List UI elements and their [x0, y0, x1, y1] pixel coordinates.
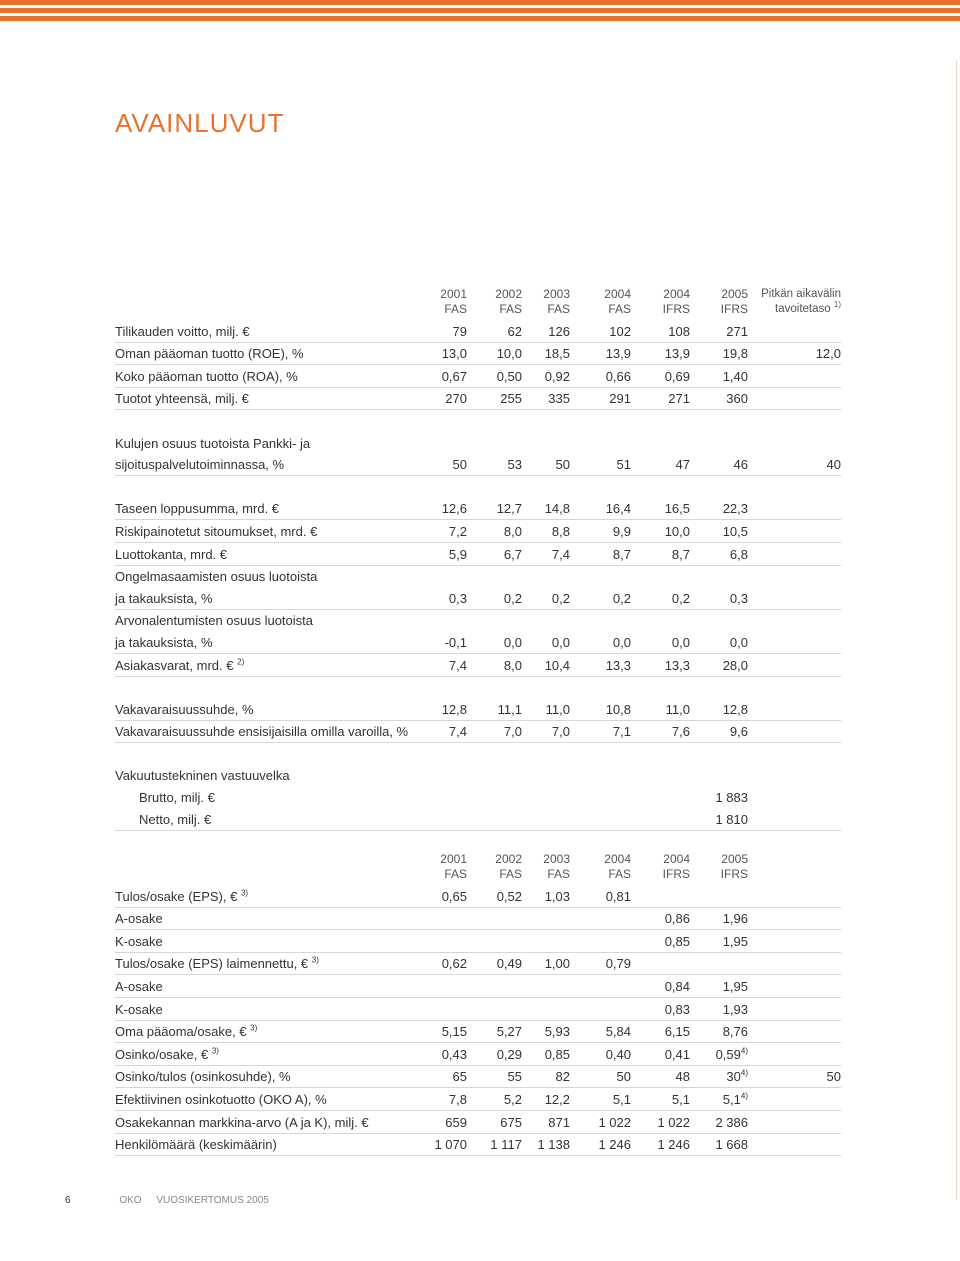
table-row: [115, 975, 841, 998]
cell-value: 10,8: [605, 701, 631, 717]
row-spacer: [115, 476, 841, 498]
cell-value: 0,43: [441, 1046, 467, 1062]
table-row: [115, 543, 841, 566]
cell-value: 1 117: [490, 1137, 522, 1153]
col-header: 2004 FAS: [604, 852, 631, 881]
row-label: Luottokanta, mrd. €: [115, 546, 228, 562]
cell-value: 55: [507, 1069, 522, 1085]
cell-value: 5,84: [605, 1024, 631, 1040]
cell-value: 8,8: [551, 523, 570, 539]
cell-value: 82: [555, 1069, 570, 1085]
cell-value: 0,92: [544, 368, 570, 384]
cell-value: 18,5: [544, 346, 570, 362]
cell-value: 10,0: [496, 346, 522, 362]
cell-value: 10,4: [544, 657, 570, 673]
cell-value: 14,8: [544, 501, 570, 517]
cell-value: 1,95: [722, 978, 748, 994]
cell-value: 659: [445, 1114, 467, 1130]
cell-value: 51: [616, 457, 631, 473]
table-row: [115, 432, 841, 454]
table-row: [115, 520, 841, 543]
row-label: Osinko/tulos (osinkosuhde), %: [115, 1069, 291, 1085]
row-label: sijoituspalvelutoiminnassa, %: [115, 457, 285, 473]
cell-value: 1,95: [722, 933, 748, 949]
row-label: Osakekannan markkina-arvo (A ja K), milj. €: [115, 1114, 369, 1130]
row-label: Efektiivinen osinkotuotto (OKO A), %: [115, 1091, 327, 1107]
cell-value: 8,76: [722, 1024, 748, 1040]
row-label: Riskipainotetut sitoumukset, mrd. €: [115, 523, 318, 539]
cell-value: 871: [548, 1114, 570, 1130]
table-row: [115, 1088, 841, 1111]
cell-value: 13,0: [441, 346, 467, 362]
cell-value: 7,0: [551, 724, 570, 740]
cell-value: 16,5: [664, 501, 690, 517]
cell-value: 291: [609, 391, 631, 407]
row-label: Brutto, milj. €: [139, 790, 215, 806]
cell-value: 7,8: [448, 1091, 467, 1107]
cell-value: 0,85: [544, 1046, 570, 1062]
cell-value: 271: [726, 323, 748, 339]
table-row: [115, 930, 841, 953]
cell-value: 0,65: [441, 888, 467, 904]
cell-value: 50: [826, 1069, 841, 1085]
row-label: Taseen loppusumma, mrd. €: [115, 501, 280, 517]
cell-value: 7,4: [448, 657, 467, 673]
cell-value: 0,49: [496, 956, 522, 972]
cell-value: 0,0: [729, 634, 748, 650]
cell-value: 360: [726, 391, 748, 407]
cell-value: 0,41: [664, 1046, 690, 1062]
cell-value: 11,1: [497, 701, 522, 717]
cell-value: 46: [733, 457, 748, 473]
cell-value: 8,7: [612, 546, 631, 562]
cell-value: 1 883: [715, 790, 748, 806]
cell-value: 0,69: [664, 368, 690, 384]
cell-value: 10,5: [722, 523, 748, 539]
footer-doc-title: VUOSIKERTOMUS 2005: [156, 1195, 269, 1206]
cell-value: 5,27: [496, 1024, 522, 1040]
cell-value: 0,79: [605, 956, 631, 972]
col-header: 2004 IFRS: [662, 852, 690, 881]
cell-value: 40: [826, 457, 841, 473]
row-label: Tulos/osake (EPS), € $^{3)}$: [115, 888, 249, 904]
cell-value: 50: [555, 457, 570, 473]
cell-value: 0,81: [605, 888, 631, 904]
table-row: [115, 1111, 841, 1134]
table1-header: [115, 287, 841, 323]
cell-value: 47: [675, 457, 690, 473]
cell-value: 1,03: [544, 888, 570, 904]
table-row: [115, 786, 841, 808]
cell-value: 7,4: [551, 546, 570, 562]
table-row: [115, 765, 841, 787]
target-header: Pitkän aikavälin tavoitetaso $^{1)}$: [761, 288, 841, 315]
table-row: [115, 454, 841, 477]
page-number: 6: [65, 1195, 71, 1206]
col-header: 2003 FAS: [543, 287, 570, 316]
cell-value: 1,00: [544, 956, 570, 972]
stripe: [0, 0, 960, 5]
cell-value: 65: [452, 1069, 467, 1085]
cell-value: 1 070: [434, 1137, 467, 1153]
cell-value: 335: [548, 391, 570, 407]
cell-value: 50: [452, 457, 467, 473]
cell-value: 2 386: [715, 1114, 748, 1130]
footer-brand: OKO: [119, 1195, 142, 1206]
cell-value: 0,0: [503, 634, 522, 650]
cell-value: 0,59$^{4)}$: [715, 1046, 748, 1062]
row-label: Vakavaraisuussuhde, %: [115, 701, 254, 717]
page-footer: [65, 1195, 269, 1206]
table-row: [115, 365, 841, 388]
cell-value: 0,2: [551, 590, 570, 606]
cell-value: 12,7: [496, 501, 522, 517]
table-row: [115, 498, 841, 521]
cell-value: 0,84: [664, 978, 690, 994]
row-label: Ongelmasaamisten osuus luotoista: [115, 569, 318, 585]
table-row: [115, 343, 841, 366]
row-label: Vakavaraisuussuhde ensisijaisilla omilla varoilla, %: [115, 724, 409, 740]
col-header: 2004 FAS: [604, 287, 631, 316]
cell-value: 13,3: [605, 657, 631, 673]
cell-value: 50: [616, 1069, 631, 1085]
cell-value: 255: [500, 391, 522, 407]
table-row: [115, 1043, 841, 1066]
row-label: Tulos/osake (EPS) laimennettu, € $^{3)}$: [115, 956, 319, 972]
row-label: K-osake: [115, 933, 163, 949]
cell-value: 28,0: [722, 657, 748, 673]
cell-value: 7,6: [671, 724, 690, 740]
cell-value: 5,15: [441, 1024, 467, 1040]
stripe: [0, 8, 960, 13]
cell-value: 13,9: [605, 346, 631, 362]
cell-value: 5,1$^{4)}$: [722, 1091, 748, 1107]
cell-value: 1 246: [657, 1137, 690, 1153]
cell-value: 11,0: [545, 701, 570, 717]
table-row: [115, 388, 841, 411]
cell-value: 1 668: [715, 1137, 748, 1153]
cell-value: 9,9: [612, 523, 631, 539]
cell-value: 6,8: [729, 546, 748, 562]
row-label: Henkilömäärä (keskimäärin): [115, 1137, 277, 1153]
cell-value: 0,0: [671, 634, 690, 650]
cell-value: 7,2: [448, 523, 467, 539]
cell-value: 0,29: [496, 1046, 522, 1062]
cell-value: 0,85: [664, 933, 690, 949]
row-label: ja takauksista, %: [115, 590, 213, 606]
cell-value: 1,40: [722, 368, 748, 384]
table-row: [115, 808, 841, 831]
cell-value: 5,9: [448, 546, 467, 562]
cell-value: 12,2: [544, 1091, 570, 1107]
cell-value: 7,1: [612, 724, 631, 740]
table2-header: [115, 852, 841, 888]
table-row: [115, 698, 841, 721]
cell-value: 0,0: [551, 634, 570, 650]
cell-value: 62: [507, 323, 522, 339]
cell-value: 11,0: [665, 701, 690, 717]
row-label: Netto, milj. €: [139, 811, 212, 827]
row-label: A-osake: [115, 978, 163, 994]
cell-value: 0,2: [612, 590, 631, 606]
row-label: A-osake: [115, 911, 163, 927]
cell-value: 12,8: [441, 701, 467, 717]
cell-value: 12,6: [441, 501, 467, 517]
cell-value: 0,67: [441, 368, 467, 384]
cell-value: 53: [507, 457, 522, 473]
cell-value: 6,7: [503, 546, 522, 562]
cell-value: 0,52: [496, 888, 522, 904]
stripe: [0, 16, 960, 21]
cell-value: 1 138: [537, 1137, 570, 1153]
cell-value: 10,0: [664, 523, 690, 539]
cell-value: 0,0: [612, 634, 631, 650]
cell-value: 0,3: [729, 590, 748, 606]
cell-value: 6,15: [664, 1024, 690, 1040]
table-row: [115, 320, 841, 343]
cell-value: 675: [500, 1114, 522, 1130]
row-label: Tuotot yhteensä, milj. €: [115, 391, 249, 407]
cell-value: 1 022: [657, 1114, 690, 1130]
table-row: [115, 953, 841, 976]
cell-value: 5,1: [612, 1091, 631, 1107]
row-label: Vakuutustekninen vastuuvelka: [115, 768, 290, 784]
table-row: [115, 885, 841, 908]
row-label: Koko pääoman tuotto (ROA), %: [115, 368, 298, 384]
per-share-table: [115, 885, 841, 1156]
row-spacer: [115, 410, 841, 432]
cell-value: 30$^{4)}$: [726, 1069, 748, 1085]
col-header: 2001 FAS: [440, 287, 467, 316]
cell-value: 9,6: [729, 724, 748, 740]
table-row: [115, 587, 841, 610]
cell-value: 1 022: [598, 1114, 631, 1130]
cell-value: 8,0: [503, 523, 522, 539]
table-row: [115, 610, 841, 632]
cell-value: 0,50: [496, 368, 522, 384]
cell-value: 8,7: [671, 546, 690, 562]
table-row: [115, 654, 841, 677]
cell-value: 1,93: [722, 1001, 748, 1017]
key-figures-table: [115, 320, 841, 831]
table-row: [115, 631, 841, 654]
cell-value: 1 246: [598, 1137, 631, 1153]
table-row: [115, 1066, 841, 1089]
cell-value: 12,8: [722, 701, 748, 717]
cell-value: 0,3: [448, 590, 467, 606]
cell-value: 12,0: [815, 346, 841, 362]
right-margin-line: [956, 60, 957, 1200]
row-label: K-osake: [115, 1001, 163, 1017]
cell-value: 0,2: [671, 590, 690, 606]
table-row: [115, 998, 841, 1021]
cell-value: 0,40: [605, 1046, 631, 1062]
cell-value: 270: [445, 391, 467, 407]
cell-value: 19,8: [722, 346, 748, 362]
table-row: [115, 566, 841, 588]
cell-value: -0,1: [444, 634, 467, 650]
cell-value: 5,1: [671, 1091, 690, 1107]
cell-value: 79: [452, 323, 467, 339]
table-row: [115, 1134, 841, 1157]
cell-value: 102: [609, 323, 631, 339]
cell-value: 8,0: [503, 657, 522, 673]
row-label: Oman pääoman tuotto (ROE), %: [115, 346, 304, 362]
cell-value: 7,4: [448, 724, 467, 740]
col-header: 2003 FAS: [543, 852, 570, 881]
col-header: 2001 FAS: [440, 852, 467, 881]
cell-value: 1,96: [722, 911, 748, 927]
row-label: Oma pääoma/osake, € $^{3)}$: [115, 1023, 258, 1040]
cell-value: 16,4: [605, 501, 631, 517]
cell-value: 0,83: [664, 1001, 690, 1017]
row-label: ja takauksista, %: [115, 634, 213, 650]
cell-value: 22,3: [722, 501, 748, 517]
page-title: AVAINLUVUT: [115, 108, 285, 138]
row-spacer: [115, 677, 841, 699]
cell-value: 13,9: [664, 346, 690, 362]
col-header: 2002 FAS: [495, 852, 522, 881]
col-header: 2004 IFRS: [662, 287, 690, 316]
table-row: [115, 1021, 841, 1044]
cell-value: 7,0: [503, 724, 522, 740]
col-header: 2002 FAS: [495, 287, 522, 316]
cell-value: 108: [668, 323, 690, 339]
cell-value: 5,93: [544, 1024, 570, 1040]
cell-value: 271: [668, 391, 690, 407]
cell-value: 0,86: [664, 911, 690, 927]
cell-value: 0,2: [503, 590, 522, 606]
table-row: [115, 908, 841, 931]
cell-value: 0,62: [441, 956, 467, 972]
cell-value: 1 810: [715, 811, 748, 827]
row-label: Kulujen osuus tuotoista Pankki- ja: [115, 435, 311, 451]
cell-value: 48: [675, 1069, 690, 1085]
col-header: 2005 IFRS: [720, 852, 748, 881]
row-label: Arvonalentumisten osuus luotoista: [115, 613, 314, 629]
row-label: Osinko/osake, € $^{3)}$: [115, 1046, 219, 1062]
row-label: Asiakasvarat, mrd. € $^{2)}$: [115, 657, 245, 673]
cell-value: 13,3: [664, 657, 690, 673]
cell-value: 0,66: [605, 368, 631, 384]
table-row: [115, 721, 841, 744]
row-spacer: [115, 743, 841, 765]
col-header: 2005 IFRS: [720, 287, 748, 316]
cell-value: 126: [548, 323, 570, 339]
cell-value: 5,2: [503, 1091, 522, 1107]
row-label: Tilikauden voitto, milj. €: [115, 323, 250, 339]
